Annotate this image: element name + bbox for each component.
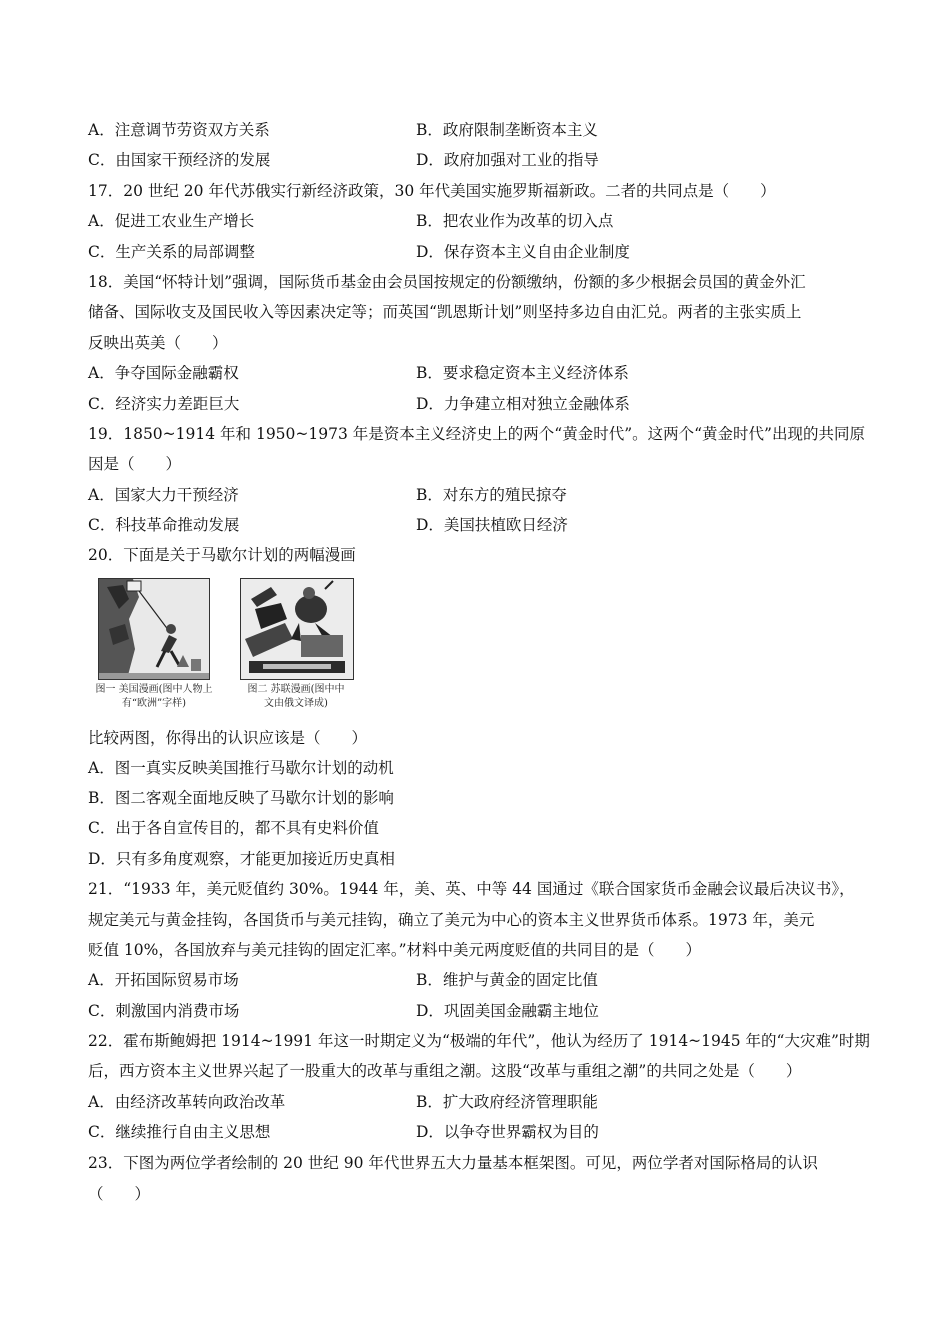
q16-option-c: C．由国家干预经济的发展 xyxy=(88,151,271,169)
q19-option-d: D．美国扶植欧日经济 xyxy=(416,516,568,534)
cartoon-figure-2 xyxy=(240,578,354,680)
q16-option-b: B．政府限制垄断资本主义 xyxy=(416,121,598,139)
q20-option-c: C．出于各自宣传目的，都不具有史料价值 xyxy=(88,819,379,837)
q18-stem-line-2: 储备、国际收支及国民收入等因素决定等；而英国“凯恩斯计划”则坚持多边自由汇兑。两者的主张实质上 xyxy=(88,303,802,321)
q20-option-b: B．图二客观全面地反映了马歇尔计划的影响 xyxy=(88,789,394,807)
q19-stem-line-1: 19．1850~1914 年和 1950~1973 年是资本主义经济史上的两个“黄金时代”。这两个“黄金时代”出现的共同原 xyxy=(88,425,865,443)
figure-2-caption-line-1: 图二 苏联漫画(图中中 xyxy=(247,684,345,695)
q17-option-c: C．生产关系的局部调整 xyxy=(88,243,255,261)
q21-option-d: D．巩固美国金融霸主地位 xyxy=(416,1002,599,1020)
q20-option-d: D．只有多角度观察，才能更加接近历史真相 xyxy=(88,850,395,868)
q17-option-a: A．促进工农业生产增长 xyxy=(88,212,255,230)
q17-option-d: D．保存资本主义自由企业制度 xyxy=(416,243,630,261)
q18-stem-line-1: 18．美国“怀特计划”强调，国际货币基金由会员国按规定的份额缴纳，份额的多少根据会员国的黄金外汇 xyxy=(88,273,806,291)
q21-option-b: B．维护与黄金的固定比值 xyxy=(416,971,598,989)
q21-stem-line-3: 贬值 10%，各国放弃与美元挂钩的固定汇率。”材料中美元两度贬值的共同目的是（ ） xyxy=(88,941,702,959)
figure-2-caption-line-2: 文由俄文译成) xyxy=(264,698,328,709)
q17-option-b: B．把农业作为改革的切入点 xyxy=(416,212,614,230)
q20-stem: 20．下面是关于马歇尔计划的两幅漫画 xyxy=(88,546,356,564)
figure-1-caption-line-2: 有“欧洲”字样) xyxy=(121,698,187,709)
q23-stem-line-1: 23．下图为两位学者绘制的 20 世纪 90 年代世界五大力量基本框架图。可见，两位学者对国际格局的认识 xyxy=(88,1154,818,1172)
cartoon-climber-image xyxy=(99,579,209,679)
q20-option-a: A．图一真实反映美国推行马歇尔计划的动机 xyxy=(88,759,394,777)
q22-stem-line-1: 22．霍布斯鲍姆把 1914~1991 年这一时期定义为“极端的年代”，他认为经历了 1914~1945 年的“大灾难”时期 xyxy=(88,1032,870,1050)
q18-stem-line-3: 反映出英美（ ） xyxy=(88,334,228,352)
cartoon-soviet-image xyxy=(241,579,353,679)
q18-option-b: B．要求稳定资本主义经济体系 xyxy=(416,364,629,382)
q22-option-b: B．扩大政府经济管理职能 xyxy=(416,1093,598,1111)
q21-stem-line-2: 规定美元与黄金挂钩，各国货币与美元挂钩，确立了美元为中心的资本主义世界货币体系。1973 年，美元 xyxy=(88,911,815,929)
figure-1-caption-line-1: 图一 美国漫画(图中人物上 xyxy=(95,684,213,695)
q18-option-c: C．经济实力差距巨大 xyxy=(88,395,240,413)
cartoon-figure-1 xyxy=(98,578,210,680)
q17-stem: 17．20 世纪 20 年代苏俄实行新经济政策，30 年代美国实施罗斯福新政。二者的共同点是（ ） xyxy=(88,182,776,200)
q19-option-b: B．对东方的殖民掠夺 xyxy=(416,486,567,504)
q19-option-c: C．科技革命推动发展 xyxy=(88,516,240,534)
q16-option-a: A．注意调节劳资双方关系 xyxy=(88,121,270,139)
q19-stem-line-2: 因是（ ） xyxy=(88,455,182,473)
q18-option-a: A．争夺国际金融霸权 xyxy=(88,364,239,382)
q22-option-d: D．以争夺世界霸权为目的 xyxy=(416,1123,599,1141)
q20-question: 比较两图，你得出的认识应该是（ ） xyxy=(88,729,368,747)
q22-option-c: C．继续推行自由主义思想 xyxy=(88,1123,271,1141)
q21-option-c: C．刺激国内消费市场 xyxy=(88,1002,240,1020)
q19-option-a: A．国家大力干预经济 xyxy=(88,486,239,504)
q18-option-d: D．力争建立相对独立金融体系 xyxy=(416,395,630,413)
q22-stem-line-2: 后，西方资本主义世界兴起了一股重大的改革与重组之潮。这股“改革与重组之潮”的共同之处是（ ） xyxy=(88,1062,802,1080)
q21-option-a: A．开拓国际贸易市场 xyxy=(88,971,239,989)
q21-stem-line-1: 21．“1933 年，美元贬值约 30%。1944 年，美、英、中等 44 国通过《联合国家货币金融会议最后决议书》， xyxy=(88,880,855,898)
q23-stem-line-2: （ ） xyxy=(88,1185,151,1203)
q16-option-d: D．政府加强对工业的指导 xyxy=(416,151,599,169)
q22-option-a: A．由经济改革转向政治改革 xyxy=(88,1093,286,1111)
